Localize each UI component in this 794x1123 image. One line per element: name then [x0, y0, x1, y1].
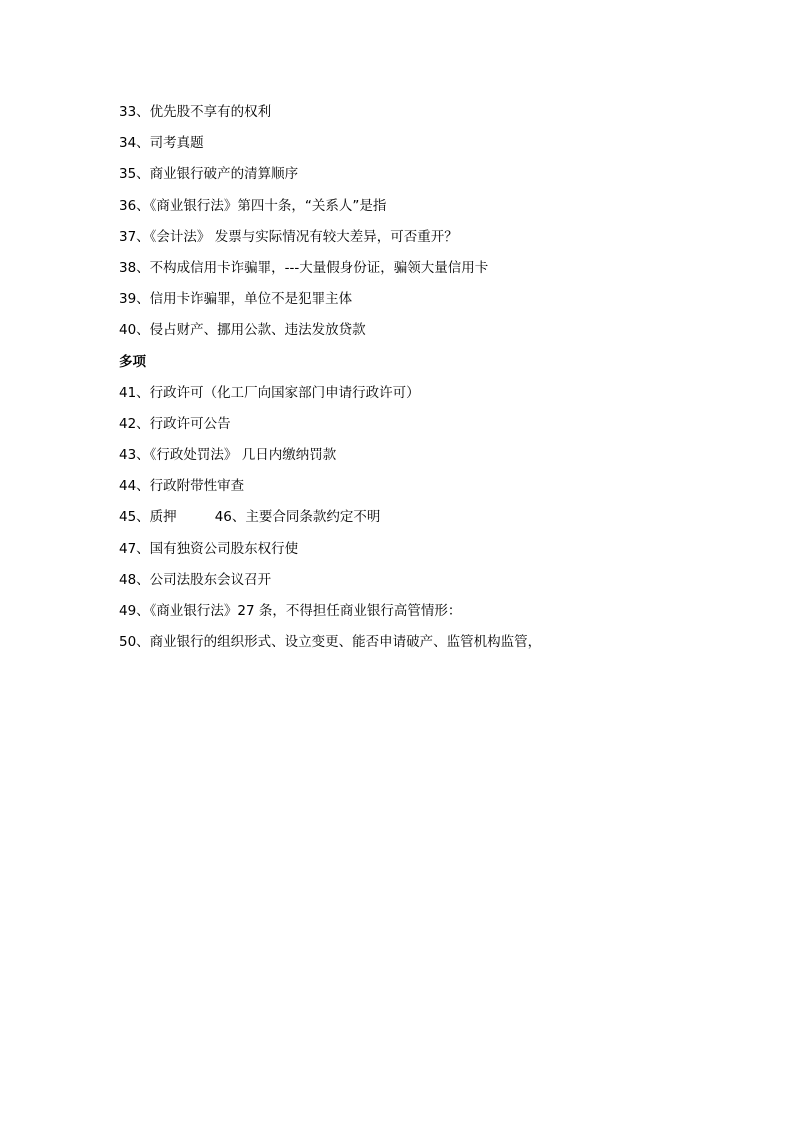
list-item-46: 46、主要合同条款约定不明 [214, 509, 381, 526]
list-item-40: 40、侵占财产、挪用公款、违法发放贷款 [119, 322, 366, 339]
list-item-38: 38、不构成信用卡诈骗罪，---大量假身份证，骗领大量信用卡 [119, 259, 489, 276]
list-item-42: 42、行政许可公告 [119, 415, 231, 432]
list-item-49: 49、《商业银行法》27 条，不得担任商业银行高管情形： [119, 603, 462, 619]
list-item-33: 33、优先股不享有的权利 [119, 104, 272, 120]
list-item-43: 43、《行政处罚法》 几日内缴纳罚款 [119, 447, 337, 464]
list-item-50: 50、商业银行的组织形式、设立变更、能否申请破产、监管机构监管， [119, 634, 542, 651]
document-body [119, 101, 679, 662]
section-heading: 多项 [119, 353, 146, 370]
list-item-47: 47、国有独资公司股东权行使 [119, 540, 299, 557]
list-item-39: 39、信用卡诈骗罪，单位不是犯罪主体 [119, 291, 353, 308]
list-item-35: 35、商业银行破产的清算顺序 [119, 166, 299, 183]
list-item-41: 41、行政许可（化工厂向国家部门申请行政许可） [119, 384, 420, 401]
list-item-34: 34、司考真题 [119, 135, 204, 152]
list-item-37: 37、《会计法》 发票与实际情况有较大差异，可否重开？ [119, 228, 458, 245]
list-item-44: 44、行政附带性审查 [119, 478, 245, 495]
list-item-48: 48、公司法股东会议召开 [119, 571, 272, 588]
list-item-45: 45、质押 [119, 509, 177, 526]
list-item-36: 36、《商业银行法》第四十条，“关系人”是指 [119, 197, 387, 214]
list-item-45-46-row [119, 506, 679, 537]
